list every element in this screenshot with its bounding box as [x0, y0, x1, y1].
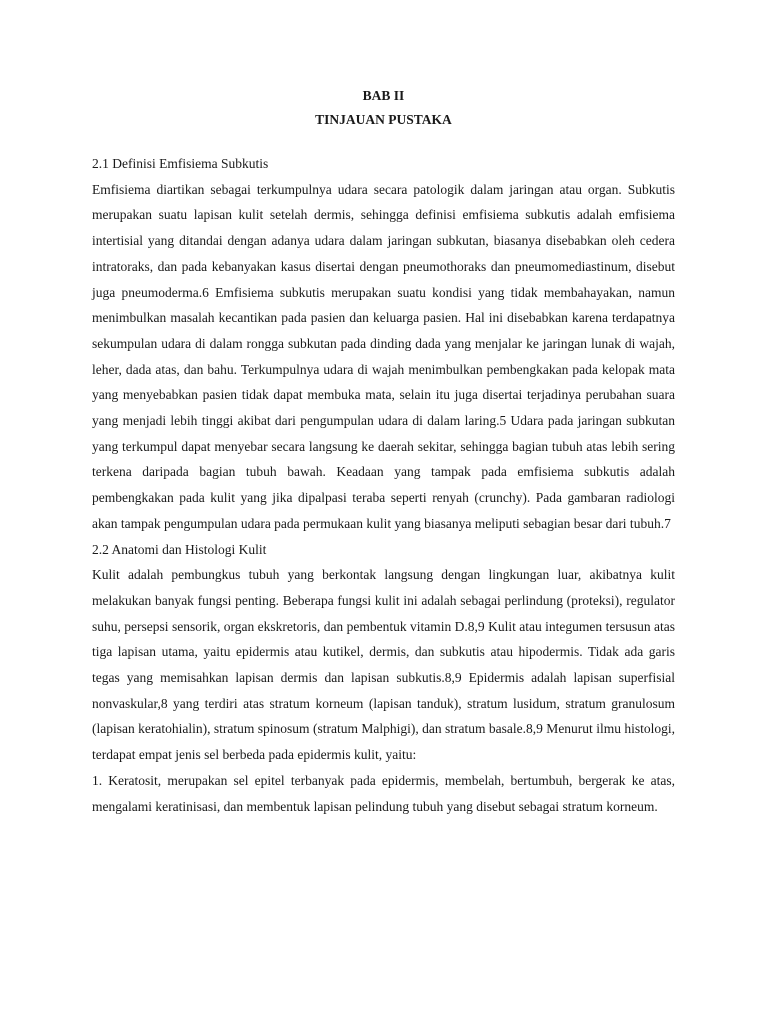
section-paragraph-definition: Emfisiema diartikan sebagai terkumpulnya udara secara patologik dalam jaringan atau organ. Subkutis merupakan suatu lapisan kulit setelah dermis, sehingga definisi emfisiema subkutis adalah emfisiema intertisial yang ditandai dengan adanya udara dalam jaringan subkutan, biasanya disebabkan oleh cedera intratoraks, dan pada kebanyakan kasus disertai dengan pneumothoraks dan pneumomediastinum, disebut juga pneumoderma.6 Emfisiema subkutis merupakan suatu kondisi yang tidak membahayakan, namun menimbulkan masalah kecantikan pada pasien dan keluarga pasien. Hal ini disebabkan karena terdapatnya sekumpulan udara di dalam rongga subkutan pada dinding dada yang menjalar ke jaringan lunak di wajah, leher, dada atas, dan bahu. Terkumpulnya udara di wajah menimbulkan pembengkakan pada kelopak mata yang menyebabkan pasien tidak dapat membuka mata, selain itu juga disertai terjadinya perubahan suara yang menjadi lebih tinggi akibat dari pengumpulan udara di dalam laring.5 Udara pada jaringan subkutan yang terkumpul dapat menyebar secara langsung ke daerah sekitar, sehingga bagian tubuh atas lebih sering terkena daripada bagian tubuh bawah. Keadaan yang tampak pada emfisiema subkutis adalah pembengkakan pada kulit yang jika dipalpasi teraba seperti renyah (crunchy). Pada gambaran radiologi akan tampak pengumpulan udara pada permukaan kulit yang biasanya meliputi sebagian besar dari tubuh.7: [92, 181, 675, 531]
document-page: [92, 84, 675, 819]
list-item-keratosit: 1. Keratosit, merupakan sel epitel terbanyak pada epidermis, membelah, bertumbuh, bergerak ke atas, mengalami keratinisasi, dan membentuk lapisan pelindung tubuh yang disebut sebagai stratum korneum.: [92, 772, 675, 814]
section-heading-anatomy: 2.2 Anatomi dan Histologi Kulit: [92, 541, 267, 557]
section-paragraph-anatomy: Kulit adalah pembungkus tubuh yang berkontak langsung dengan lingkungan luar, akibatnya kulit melakukan banyak fungsi penting. Beberapa fungsi kulit ini adalah sebagai perlindung (proteksi), regulator suhu, persepsi sensorik, organ ekskretoris, dan pembentuk vitamin D.8,9 Kulit atau integumen tersusun atas tiga lapisan utama, yaitu epidermis atau kutikel, dermis, dan subkutis atau hipodermis. Tidak ada garis tegas yang memisahkan lapisan dermis dan lapisan subkutis.8,9 Epidermis adalah lapisan superfisial nonvaskular,8 yang terdiri atas stratum korneum (lapisan tanduk), stratum lusidum, stratum granulosum (lapisan keratohialin), stratum spinosum (stratum Malphigi), dan stratum basale.8,9 Menurut ilmu histologi, terdapat empat jenis sel berbeda pada epidermis kulit, yaitu:: [92, 567, 675, 763]
chapter-title: TINJAUAN PUSTAKA: [315, 112, 452, 127]
section-heading-definition: 2.1 Definisi Emfisiema Subkutis: [92, 156, 269, 171]
chapter-number: BAB II: [362, 88, 405, 103]
